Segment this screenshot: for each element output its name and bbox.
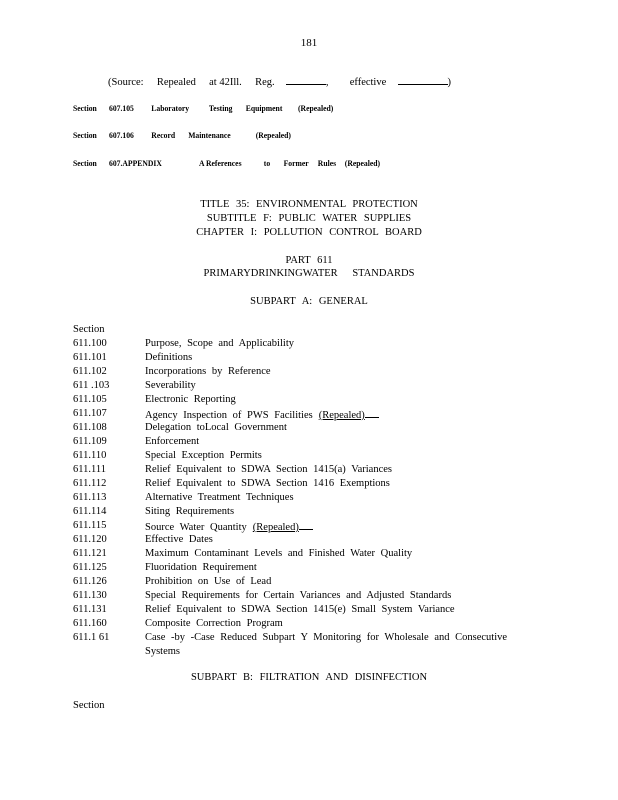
toc-row bbox=[0, 548, 618, 562]
source-close: ) bbox=[447, 77, 452, 88]
subtitle-heading: SUBTITLE F: PUBLIC WATER SUPPLIES bbox=[206, 213, 412, 224]
toc-section-number: 611.114 bbox=[73, 506, 107, 517]
toc-section-title bbox=[145, 590, 451, 601]
toc-title-text: Composite Correction Program bbox=[145, 618, 283, 629]
toc-section-title bbox=[145, 366, 271, 377]
toc-title-text: Electronic Reporting bbox=[145, 394, 236, 405]
toc-title-text: Alternative Treatment Techniques bbox=[145, 492, 294, 503]
toc-title-text: Agency Inspection of PWS Facilities bbox=[145, 410, 313, 421]
toc-section-number: 611.131 bbox=[73, 604, 107, 615]
section-word: Record bbox=[151, 130, 176, 140]
section-label: Section bbox=[73, 158, 97, 168]
toc-title-text: Source Water Quantity bbox=[145, 522, 247, 533]
source-word-reg: Reg. bbox=[255, 77, 275, 88]
toc-row bbox=[0, 366, 618, 380]
toc-section-number: 611.130 bbox=[73, 590, 107, 601]
toc-title-text: Prohibition on Use of Lead bbox=[145, 576, 272, 587]
source-open: (Source: bbox=[108, 77, 144, 88]
toc-title-text: Systems bbox=[145, 646, 181, 657]
toc-section-number: 611.115 bbox=[73, 520, 107, 531]
toc-section-label: Section bbox=[73, 324, 105, 335]
toc-row bbox=[0, 506, 618, 520]
section-number: 607.106 bbox=[109, 130, 134, 140]
toc-section-number: 611.160 bbox=[73, 618, 107, 629]
toc-row bbox=[0, 352, 618, 366]
toc-section-number: 611.126 bbox=[73, 576, 107, 587]
toc-section-number: 611.102 bbox=[73, 366, 107, 377]
toc-title-text: Relief Equivalent to SDWA Section 1415(a) Variances bbox=[145, 464, 393, 475]
toc-title-text: Siting Requirements bbox=[145, 506, 235, 517]
chapter-heading: CHAPTER I: POLLUTION CONTROL BOARD bbox=[196, 227, 422, 238]
title-heading: TITLE 35: ENVIRONMENTAL PROTECTION bbox=[200, 199, 418, 210]
toc-section-title bbox=[145, 338, 294, 349]
toc-title-text: Maximum Contaminant Levels and Finished Water Quality bbox=[145, 548, 413, 559]
toc-section-number: 611.101 bbox=[73, 352, 107, 363]
toc-section-title bbox=[145, 380, 196, 391]
toc-section-number: 611.112 bbox=[73, 478, 107, 489]
toc-section-title bbox=[145, 534, 213, 545]
toc-section-number: 611.1 61 bbox=[73, 632, 110, 643]
toc-section-title bbox=[145, 408, 379, 421]
section-word: Equipment bbox=[245, 103, 283, 113]
toc-title-text: Case -by -Case Reduced Subpart Y Monitoring for Wholesale and Consecutive bbox=[145, 632, 508, 643]
toc-section-number: 611.100 bbox=[73, 338, 107, 349]
toc-row bbox=[0, 380, 618, 394]
toc-row bbox=[0, 520, 618, 534]
register-page-blank bbox=[286, 74, 326, 85]
part-name-heading: PRIMARYDRINKINGWATER STANDARDS bbox=[203, 268, 415, 279]
toc-section-title bbox=[145, 422, 287, 433]
toc-title-text: Severability bbox=[145, 380, 196, 391]
toc-section-number: 611.120 bbox=[73, 534, 107, 545]
toc-row bbox=[0, 450, 618, 464]
toc-section-title bbox=[145, 576, 271, 587]
toc-section-number: 611.107 bbox=[73, 408, 107, 419]
underline-tail bbox=[299, 520, 313, 530]
toc-row bbox=[0, 338, 618, 352]
toc-section-title bbox=[145, 352, 192, 363]
toc-section-title bbox=[145, 646, 180, 657]
toc-section-title bbox=[145, 478, 390, 489]
section-word: (Repealed) bbox=[255, 130, 291, 140]
section-number: 607.105 bbox=[109, 103, 134, 113]
toc-title-text: Delegation toLocal Government bbox=[145, 422, 287, 433]
section-word: Rules bbox=[317, 158, 337, 168]
toc-section-title bbox=[145, 520, 313, 533]
effective-date-blank bbox=[398, 74, 448, 85]
underline-tail bbox=[365, 408, 379, 418]
toc-title-text: Relief Equivalent to SDWA Section 1415(e) Small System Variance bbox=[145, 604, 455, 615]
toc-row bbox=[0, 562, 618, 576]
section-word: (Repealed) bbox=[298, 103, 334, 113]
toc-row bbox=[0, 408, 618, 422]
toc-row bbox=[0, 618, 618, 632]
toc-title-text: Relief Equivalent to SDWA Section 1416 Exemptions bbox=[145, 478, 390, 489]
toc-section-title bbox=[145, 464, 392, 475]
repealed-marker: (Repealed) bbox=[318, 410, 365, 421]
toc-section-number: 611.109 bbox=[73, 436, 107, 447]
section-word: Testing bbox=[208, 103, 233, 113]
toc-section-number: 611.121 bbox=[73, 548, 107, 559]
source-word-register: at 42Ill. bbox=[209, 77, 242, 88]
section-word: to bbox=[263, 158, 271, 168]
toc-section-number: 611.108 bbox=[73, 422, 107, 433]
toc-row bbox=[0, 492, 618, 506]
toc-row bbox=[0, 576, 618, 590]
subpart-a-heading: SUBPART A: GENERAL bbox=[250, 296, 368, 307]
toc-section-title bbox=[145, 548, 412, 559]
section-word: Maintenance bbox=[188, 130, 231, 140]
toc-title-text: Enforcement bbox=[145, 436, 200, 447]
toc-section-title bbox=[145, 632, 507, 643]
toc-title-text: Special Requirements for Certain Variances and Adjusted Standards bbox=[145, 590, 452, 601]
source-note bbox=[108, 74, 451, 88]
toc-title-text: Effective Dates bbox=[145, 534, 213, 545]
section-word: A References bbox=[199, 158, 242, 168]
toc-title-text: Fluoridation Requirement bbox=[145, 562, 257, 573]
toc-section-number: 611.110 bbox=[73, 450, 107, 461]
toc-row bbox=[0, 646, 618, 660]
source-comma: , bbox=[325, 77, 329, 88]
toc-row bbox=[0, 464, 618, 478]
toc-section-number: 611.111 bbox=[73, 464, 106, 475]
section-label: Section bbox=[73, 130, 97, 140]
toc-row bbox=[0, 478, 618, 492]
toc-section-number: 611.105 bbox=[73, 394, 107, 405]
toc-title-text: Incorporations by Reference bbox=[145, 366, 271, 377]
subpart-b-heading: SUBPART B: FILTRATION AND DISINFECTION bbox=[190, 672, 428, 683]
source-word-repealed: Repealed bbox=[156, 77, 196, 88]
toc-section-number: 611.125 bbox=[73, 562, 107, 573]
toc-section-title bbox=[145, 436, 199, 447]
toc-section-title bbox=[145, 394, 236, 405]
toc-row bbox=[0, 436, 618, 450]
section-word: Laboratory bbox=[151, 103, 190, 113]
toc-row bbox=[0, 534, 618, 548]
section-word: (Repealed) bbox=[344, 158, 381, 168]
source-word-effective: effective bbox=[349, 77, 387, 88]
toc-row bbox=[0, 632, 618, 646]
toc-title-text: Special Exception Permits bbox=[145, 450, 262, 461]
part-heading: PART 611 bbox=[285, 255, 333, 266]
toc-title-text: Purpose, Scope and Applicability bbox=[145, 338, 294, 349]
toc-title-text: Definitions bbox=[145, 352, 193, 363]
toc-section-number: 611 .103 bbox=[73, 380, 110, 391]
toc-row bbox=[0, 422, 618, 436]
toc-row bbox=[0, 604, 618, 618]
toc-row bbox=[0, 394, 618, 408]
toc-section-label-bottom: Section bbox=[73, 700, 105, 711]
toc-section-title bbox=[145, 492, 294, 503]
toc-section-title bbox=[145, 604, 455, 615]
toc-section-title bbox=[145, 506, 234, 517]
toc-row bbox=[0, 590, 618, 604]
toc-section-title bbox=[145, 450, 262, 461]
toc-section-title bbox=[145, 562, 257, 573]
repealed-marker: (Repealed) bbox=[252, 522, 299, 533]
section-number: 607.APPENDIX bbox=[109, 158, 162, 168]
toc-section-title bbox=[145, 618, 283, 629]
section-label: Section bbox=[73, 103, 97, 113]
toc-section-number: 611.113 bbox=[73, 492, 107, 503]
section-word: Former bbox=[283, 158, 309, 168]
page-number: 181 bbox=[300, 37, 318, 49]
